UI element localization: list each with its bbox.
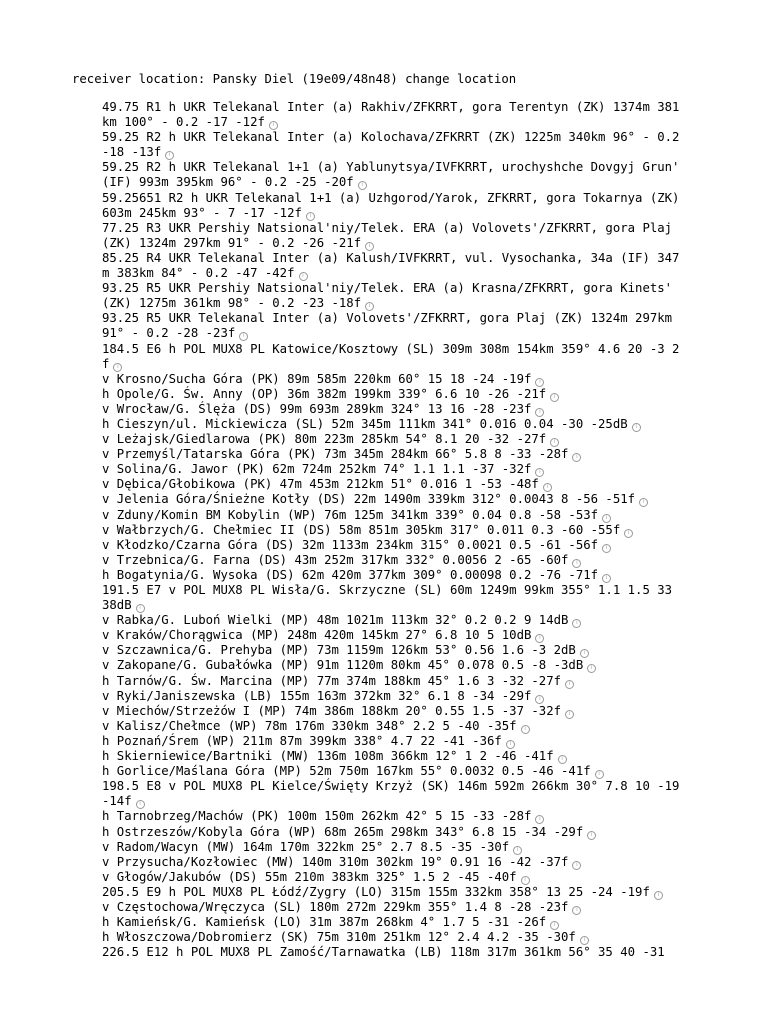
transmitter-entry-text: v Wrocław/G. Ślęża (DS) 99m 693m 289km 324° 13 16 -28 -23f (102, 401, 532, 416)
transmitter-entry (102, 402, 682, 417)
transmitter-entry-text: v Przysucha/Kozłowiec (MW) 140m 310m 302km 19° 0.91 16 -42 -37f (102, 854, 569, 869)
info-circle-icon[interactable]: i (136, 604, 145, 613)
transmitter-entry (102, 870, 682, 885)
transmitter-entry (102, 764, 682, 779)
info-circle-icon[interactable]: i (572, 861, 581, 870)
transmitter-entry (102, 930, 682, 945)
info-circle-icon[interactable]: i (624, 529, 633, 538)
transmitter-entry (102, 825, 682, 840)
transmitter-entry (102, 885, 682, 900)
transmitter-entry (102, 734, 682, 749)
info-circle-icon[interactable]: i (535, 695, 544, 704)
transmitter-entry (102, 915, 682, 930)
info-circle-icon[interactable]: i (306, 212, 315, 221)
transmitter-entry-text: v Przemyśl/Tatarska Góra (PK) 73m 345m 284km 66° 5.8 8 -33 -28f (102, 447, 569, 462)
info-circle-icon[interactable]: i (299, 272, 308, 281)
transmitter-entry-text: v Miechów/Strzeżów I (MP) 74m 386m 188km 20° 0.55 1.5 -37 -32f (102, 703, 562, 718)
transmitter-entry-text: v Zakopane/G. Gubałówka (MP) 91m 1120m 80km 45° 0.078 0.5 -8 -3dB (102, 658, 584, 673)
transmitter-entry-text: h Opole/G. Św. Anny (OP) 36m 382m 199km 339° 6.6 10 -26 -21f (102, 386, 547, 401)
transmitter-entry-text: v Trzebnica/G. Farna (DS) 43m 252m 317km 332° 0.0056 2 -65 -60f (102, 552, 569, 567)
transmitter-entry (102, 945, 682, 960)
change-location-link[interactable]: change location (405, 72, 517, 86)
transmitter-entry-text: v Głogów/Jakubów (DS) 55m 210m 383km 325° 1.5 2 -45 -40f (102, 869, 517, 884)
transmitter-entry (102, 840, 682, 855)
transmitter-entry-text: h Kamieńsk/G. Kamieńsk (LO) 31m 387m 268km 4° 1.7 5 -31 -26f (102, 915, 547, 930)
info-circle-icon[interactable]: i (521, 725, 530, 734)
info-circle-icon[interactable]: i (535, 815, 544, 824)
transmitter-entry (102, 372, 682, 387)
info-circle-icon[interactable]: i (521, 876, 530, 885)
transmitter-entry (102, 492, 682, 507)
info-circle-icon[interactable]: i (580, 936, 589, 945)
transmitter-entry-text: v Zduny/Komin BM Kobylin (WP) 76m 125m 341km 339° 0.04 0.8 -58 -53f (102, 507, 599, 522)
transmitter-entry-text: v Jelenia Góra/Śnieżne Kotły (DS) 22m 1490m 339km 312° 0.0043 8 -56 -51f (102, 492, 636, 507)
info-circle-icon[interactable]: i (365, 242, 374, 251)
transmitter-entry-text: v Dębica/Głobikowa (PK) 47m 453m 212km 51° 0.016 1 -53 -48f (102, 477, 539, 492)
transmitter-entry-text: v Szczawnica/G. Prehyba (MP) 73m 1159m 126km 53° 0.56 1.6 -3 2dB (102, 643, 576, 658)
transmitter-entry (102, 568, 682, 583)
transmitter-entry-text: v Kraków/Chorągwica (MP) 248m 420m 145km 27° 6.8 10 5 10dB (102, 628, 532, 643)
info-circle-icon[interactable]: i (572, 559, 581, 568)
info-circle-icon[interactable]: i (602, 574, 611, 583)
transmitter-entry (102, 809, 682, 824)
transmitter-entry (102, 311, 682, 341)
transmitter-entry-text: v Solina/G. Jawor (PK) 62m 724m 252km 74° 1.1 1.1 -37 -32f (102, 462, 532, 477)
info-circle-icon[interactable]: i (587, 664, 596, 673)
info-circle-icon[interactable]: i (654, 891, 663, 900)
info-circle-icon[interactable]: i (358, 181, 367, 190)
transmitter-entry-text: h Tarnobrzeg/Machów (PK) 100m 150m 262km 42° 5 15 -33 -28f (102, 809, 532, 824)
transmitter-entry (102, 342, 682, 372)
info-circle-icon[interactable]: i (632, 423, 641, 432)
transmitter-entry-text: 59.25651 R2 h UKR Telekanal 1+1 (a) Uzhgorod/Yarok, ZFKRRT, gora Tokarnya (ZK) 603m 245km 93° - 7 -17 -12f (102, 190, 687, 220)
transmitter-entry-text: h Tarnów/G. Św. Marcina (MP) 77m 374m 188km 45° 1.6 3 -32 -27f (102, 673, 562, 688)
transmitter-entry (102, 674, 682, 689)
info-circle-icon[interactable]: i (550, 921, 559, 930)
info-circle-icon[interactable]: i (580, 649, 589, 658)
info-circle-icon[interactable]: i (558, 755, 567, 764)
transmitter-entry (102, 628, 682, 643)
info-circle-icon[interactable]: i (365, 302, 374, 311)
info-circle-icon[interactable]: i (506, 740, 515, 749)
info-circle-icon[interactable]: i (513, 846, 522, 855)
receiver-location-header (72, 72, 516, 86)
transmitter-entry-text: v Częstochowa/Wręczyca (SL) 180m 272m 229km 355° 1.4 8 -28 -23f (102, 899, 569, 914)
transmitter-entry-text: 205.5 E9 h POL MUX8 PL Łódź/Zygry (LO) 315m 155m 332km 358° 13 25 -24 -19f (102, 884, 650, 899)
transmitter-entry-text: 226.5 E12 h POL MUX8 PL Zamość/Tarnawatka (LB) 118m 317m 361km 56° 35 40 -31 (102, 945, 665, 960)
transmitter-entry-text: 77.25 R3 UKR Pershiy Natsional'niy/Telek. ERA (a) Volovets'/ZFKRRT, gora Plaj (ZK) 1324m 297km 91° - 0.2 -26 -21f (102, 220, 680, 250)
transmitter-entry-text: v Wałbrzych/G. Chełmiec II (DS) 58m 851m 305km 317° 0.011 0.3 -60 -55f (102, 522, 621, 537)
info-circle-icon[interactable]: i (535, 468, 544, 477)
transmitter-entry-text: 59.25 R2 h UKR Telekanal Inter (a) Kolochava/ZFKRRT (ZK) 1225m 340km 96° - 0.2 -18 -13f (102, 130, 687, 160)
transmitter-entry (102, 583, 682, 613)
transmitter-entry (102, 553, 682, 568)
info-circle-icon[interactable]: i (239, 332, 248, 341)
info-circle-icon[interactable]: i (113, 363, 122, 372)
transmitter-entry-text: 85.25 R4 UKR Telekanal Inter (a) Kalush/IVFKRRT, vul. Vysochanka, 34a (IF) 347m 383km 84° - 0.2 -47 -42f (102, 250, 680, 281)
info-circle-icon[interactable]: i (639, 498, 648, 507)
transmitter-entry-text: h Bogatynia/G. Wysoka (DS) 62m 420m 377km 309° 0.00098 0.2 -76 -71f (102, 567, 599, 582)
receiver-location-label: receiver location: Pansky Diel (19e09/48n48) (72, 72, 398, 86)
transmitter-entry-text: h Poznań/Śrem (WP) 211m 87m 399km 338° 4.7 22 -41 -36f (102, 733, 502, 748)
info-circle-icon[interactable]: i (550, 393, 559, 402)
info-circle-icon[interactable]: i (565, 710, 574, 719)
transmitter-entry (102, 387, 682, 402)
info-circle-icon[interactable]: i (572, 619, 581, 628)
info-circle-icon[interactable]: i (602, 514, 611, 523)
transmitter-entry (102, 643, 682, 658)
transmitter-entry (102, 130, 687, 160)
transmitter-entry (102, 477, 682, 492)
transmitter-entry (102, 658, 682, 673)
transmitter-entry-text: v Radom/Wacyn (MW) 164m 170m 322km 25° 2.7 8.5 -35 -30f (102, 839, 510, 854)
info-circle-icon[interactable]: i (543, 483, 552, 492)
info-circle-icon[interactable]: i (535, 378, 544, 387)
transmitter-entry (102, 221, 682, 251)
transmitter-entry-text: 59.25 R2 h UKR Telekanal 1+1 (a) Yablunytsya/IVFKRRT, urochyshche Dovgyj Grun' (IF) 993m 395km 96° - 0.2 -25 -20f (102, 160, 687, 190)
transmitter-entry (102, 900, 682, 915)
transmitter-entry (102, 190, 687, 221)
transmitter-entry (102, 160, 687, 190)
transmitter-entry (102, 508, 682, 523)
info-circle-icon[interactable]: i (269, 121, 278, 130)
transmitter-entry (102, 613, 682, 628)
transmitter-entry (102, 538, 682, 553)
info-circle-icon[interactable]: i (572, 453, 581, 462)
transmitter-entry (102, 462, 682, 477)
transmitter-entry (102, 719, 682, 734)
transmitter-entry (102, 447, 682, 462)
transmitter-entry (102, 100, 682, 130)
transmitter-entry-text: 198.5 E8 v POL MUX8 PL Kielce/Święty Krzyż (SK) 146m 592m 266km 30° 7.8 10 -19 -14f (102, 779, 687, 809)
info-circle-icon[interactable]: i (535, 634, 544, 643)
transmitter-entry-text: v Rabka/G. Luboń Wielki (MP) 48m 1021m 113km 32° 0.2 0.2 9 14dB (102, 613, 569, 628)
transmitter-entry-text: 93.25 R5 UKR Pershiy Natsional'niy/Telek. ERA (a) Krasna/ZFKRRT, gora Kinets' (ZK) 1275m 361km 98° - 0.2 -23 -18f (102, 281, 680, 311)
info-circle-icon[interactable]: i (595, 770, 604, 779)
transmitter-entry-text: 93.25 R5 UKR Telekanal Inter (a) Volovets'/ZFKRRT, gora Plaj (ZK) 1324m 297km 91° - 0.2 -28 -23f (102, 311, 680, 341)
transmitter-entry-text: h Skierniewice/Bartniki (MW) 136m 108m 366km 12° 1 2 -46 -41f (102, 749, 554, 764)
transmitter-entry-text: h Cieszyn/ul. Mickiewicza (SL) 52m 345m 111km 341° 0.016 0.04 -30 -25dB (102, 416, 628, 431)
transmitter-entry-text: v Kalisz/Chełmce (WP) 78m 176m 330km 348° 2.2 5 -40 -35f (102, 718, 517, 733)
transmitter-entry (102, 417, 682, 432)
transmitter-entry (102, 779, 687, 809)
transmitter-entry (102, 749, 682, 764)
transmitter-entry-text: 184.5 E6 h POL MUX8 PL Katowice/Kosztowy (SL) 309m 308m 154km 359° 4.6 20 -3 2f (102, 341, 680, 371)
info-circle-icon[interactable]: i (572, 906, 581, 915)
transmitter-entry-text: h Ostrzeszów/Kobyla Góra (WP) 68m 265m 298km 343° 6.8 15 -34 -29f (102, 824, 584, 839)
transmitter-entry (102, 855, 682, 870)
info-circle-icon[interactable]: i (587, 831, 596, 840)
transmitter-entry-text: v Krosno/Sucha Góra (PK) 89m 585m 220km 60° 15 18 -24 -19f (102, 371, 532, 386)
info-circle-icon[interactable]: i (535, 408, 544, 417)
transmitter-entry (102, 523, 682, 538)
transmitter-entry-text: v Ryki/Janiszewska (LB) 155m 163m 372km 32° 6.1 8 -34 -29f (102, 688, 532, 703)
transmitter-entry-text: v Kłodzko/Czarna Góra (DS) 32m 1133m 234km 315° 0.0021 0.5 -61 -56f (102, 537, 599, 552)
info-circle-icon[interactable]: i (565, 680, 574, 689)
transmitter-entry-text: v Leżajsk/Giedlarowa (PK) 80m 223m 285km 54° 8.1 20 -32 -27f (102, 432, 547, 447)
info-circle-icon[interactable]: i (136, 800, 145, 809)
transmitter-entry-text: h Włoszczowa/Dobromierz (SK) 75m 310m 251km 12° 2.4 4.2 -35 -30f (102, 930, 576, 945)
transmitter-entry (102, 432, 682, 447)
transmitter-entry (102, 251, 682, 281)
info-circle-icon[interactable]: i (165, 151, 174, 160)
transmitter-entry-text: 49.75 R1 h UKR Telekanal Inter (a) Rakhiv/ZFKRRT, gora Terentyn (ZK) 1374m 381km 100° - 0.2 -17 -12f (102, 100, 680, 130)
transmitter-entry-text: h Gorlice/Maślana Góra (MP) 52m 750m 167km 55° 0.0032 0.5 -46 -41f (102, 764, 591, 779)
transmitter-entry (102, 281, 682, 311)
transmitter-list (102, 100, 687, 960)
info-circle-icon[interactable]: i (602, 544, 611, 553)
transmitter-entry (102, 704, 682, 719)
transmitter-entry-text: 191.5 E7 v POL MUX8 PL Wisła/G. Skrzyczne (SL) 60m 1249m 99km 355° 1.1 1.5 33 38dB (102, 583, 680, 613)
info-circle-icon[interactable]: i (550, 438, 559, 447)
transmitter-entry (102, 689, 682, 704)
